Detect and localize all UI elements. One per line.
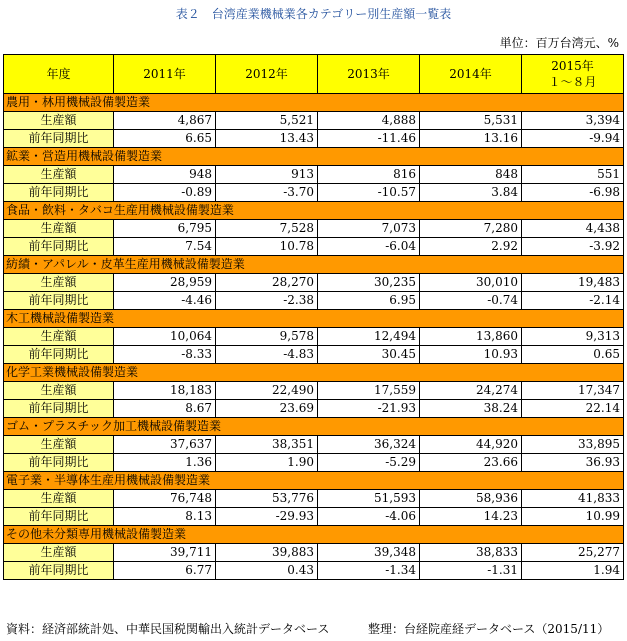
production-row <box>4 436 624 454</box>
row-label: 生産額 <box>4 436 114 454</box>
header-row <box>4 55 624 94</box>
yoy-value: -4.06 <box>318 508 420 526</box>
yoy-value: -9.94 <box>522 130 624 148</box>
category-row <box>4 364 624 382</box>
yoy-value: -6.98 <box>522 184 624 202</box>
category-name: 電子業・半導体生産用機械設備製造業 <box>4 472 624 490</box>
production-value: 3,394 <box>522 112 624 130</box>
category-name: 紡績・アパレル・皮革生産用機械設備製造業 <box>4 256 624 274</box>
yoy-value: 22.14 <box>522 400 624 418</box>
yoy-value: -3.70 <box>216 184 318 202</box>
yoy-value: 1.36 <box>114 454 216 472</box>
production-value: 51,593 <box>318 490 420 508</box>
yoy-row <box>4 292 624 310</box>
source-note: 資料：経済部統計処、中華民国税関輸出入統計データベース <box>6 622 330 636</box>
yoy-row <box>4 130 624 148</box>
yoy-row <box>4 184 624 202</box>
production-value: 4,888 <box>318 112 420 130</box>
production-value: 30,235 <box>318 274 420 292</box>
yoy-value: 14.23 <box>420 508 522 526</box>
production-value: 948 <box>114 166 216 184</box>
yoy-value: -0.74 <box>420 292 522 310</box>
production-value: 5,521 <box>216 112 318 130</box>
yoy-value: 23.66 <box>420 454 522 472</box>
production-value: 44,920 <box>420 436 522 454</box>
category-row <box>4 526 624 544</box>
yoy-value: -4.83 <box>216 346 318 364</box>
yoy-value: 8.67 <box>114 400 216 418</box>
production-value: 816 <box>318 166 420 184</box>
production-value: 9,578 <box>216 328 318 346</box>
production-row <box>4 490 624 508</box>
category-row <box>4 148 624 166</box>
production-value: 37,637 <box>114 436 216 454</box>
yoy-value: -10.57 <box>318 184 420 202</box>
yoy-value: 10.99 <box>522 508 624 526</box>
production-value: 6,795 <box>114 220 216 238</box>
production-value: 39,348 <box>318 544 420 562</box>
production-value: 36,324 <box>318 436 420 454</box>
header-2012: 2012年 <box>216 55 318 94</box>
production-value: 41,833 <box>522 490 624 508</box>
yoy-value: 8.13 <box>114 508 216 526</box>
yoy-value: -21.93 <box>318 400 420 418</box>
row-label: 前年同期比 <box>4 508 114 526</box>
yoy-value: 6.95 <box>318 292 420 310</box>
production-row <box>4 544 624 562</box>
production-value: 39,883 <box>216 544 318 562</box>
yoy-value: 1.94 <box>522 562 624 580</box>
yoy-value: -6.04 <box>318 238 420 256</box>
production-value: 7,528 <box>216 220 318 238</box>
production-row <box>4 274 624 292</box>
production-value: 7,073 <box>318 220 420 238</box>
row-label: 前年同期比 <box>4 400 114 418</box>
category-name: ゴム・プラスチック加工機械設備製造業 <box>4 418 624 436</box>
production-value: 18,183 <box>114 382 216 400</box>
row-label: 前年同期比 <box>4 346 114 364</box>
row-label: 前年同期比 <box>4 454 114 472</box>
row-label: 前年同期比 <box>4 238 114 256</box>
category-name: 鉱業・営造用機械設備製造業 <box>4 148 624 166</box>
yoy-value: -8.33 <box>114 346 216 364</box>
category-row <box>4 202 624 220</box>
production-value: 13,860 <box>420 328 522 346</box>
yoy-row <box>4 400 624 418</box>
category-row <box>4 418 624 436</box>
row-label: 生産額 <box>4 274 114 292</box>
yoy-value: 6.77 <box>114 562 216 580</box>
production-value: 10,064 <box>114 328 216 346</box>
header-2015-year: 2015年 <box>551 59 594 73</box>
row-label: 前年同期比 <box>4 130 114 148</box>
yoy-value: -2.38 <box>216 292 318 310</box>
header-2015 <box>522 55 624 94</box>
production-value: 12,494 <box>318 328 420 346</box>
production-value: 39,711 <box>114 544 216 562</box>
yoy-value: -1.34 <box>318 562 420 580</box>
header-2014: 2014年 <box>420 55 522 94</box>
yoy-value: -2.14 <box>522 292 624 310</box>
row-label: 生産額 <box>4 328 114 346</box>
yoy-value: 6.65 <box>114 130 216 148</box>
yoy-value: -5.29 <box>318 454 420 472</box>
production-value: 28,959 <box>114 274 216 292</box>
production-value: 9,313 <box>522 328 624 346</box>
unit-note: 単位：百万台湾元、% <box>499 36 619 50</box>
row-label: 前年同期比 <box>4 184 114 202</box>
category-row <box>4 94 624 112</box>
header-2015-period: １～８月 <box>548 75 597 89</box>
category-row <box>4 472 624 490</box>
yoy-value: 7.54 <box>114 238 216 256</box>
production-value: 5,531 <box>420 112 522 130</box>
production-value: 53,776 <box>216 490 318 508</box>
yoy-value: 0.65 <box>522 346 624 364</box>
yoy-value: 2.92 <box>420 238 522 256</box>
category-name: 食品・飲料・タバコ生産用機械設備製造業 <box>4 202 624 220</box>
table-title: 表２ 台湾産業機械業各カテゴリー別生産額一覧表 <box>175 7 452 21</box>
yoy-value: 0.43 <box>216 562 318 580</box>
production-value: 7,280 <box>420 220 522 238</box>
yoy-value: -1.31 <box>420 562 522 580</box>
production-value: 58,936 <box>420 490 522 508</box>
yoy-value: 23.69 <box>216 400 318 418</box>
header-2013: 2013年 <box>318 55 420 94</box>
production-value: 24,274 <box>420 382 522 400</box>
yoy-value: 38.24 <box>420 400 522 418</box>
category-row <box>4 256 624 274</box>
production-row <box>4 220 624 238</box>
production-value: 25,277 <box>522 544 624 562</box>
production-value: 30,010 <box>420 274 522 292</box>
yoy-value: 10.78 <box>216 238 318 256</box>
yoy-row <box>4 346 624 364</box>
yoy-value: -4.46 <box>114 292 216 310</box>
row-label: 生産額 <box>4 220 114 238</box>
production-value: 33,895 <box>522 436 624 454</box>
category-row <box>4 310 624 328</box>
row-label: 前年同期比 <box>4 292 114 310</box>
compiled-note: 整理：台経院産経データベース（2015/11） <box>368 622 610 636</box>
yoy-row <box>4 454 624 472</box>
yoy-value: 1.90 <box>216 454 318 472</box>
category-name: 農用・林用機械設備製造業 <box>4 94 624 112</box>
yoy-value: 3.84 <box>420 184 522 202</box>
production-row <box>4 166 624 184</box>
production-row <box>4 328 624 346</box>
yoy-value: -29.93 <box>216 508 318 526</box>
header-2011: 2011年 <box>114 55 216 94</box>
yoy-value: 36.93 <box>522 454 624 472</box>
row-label: 生産額 <box>4 544 114 562</box>
yoy-row <box>4 508 624 526</box>
row-label: 生産額 <box>4 490 114 508</box>
yoy-value: 13.16 <box>420 130 522 148</box>
production-value: 28,270 <box>216 274 318 292</box>
production-value: 4,867 <box>114 112 216 130</box>
category-name: その他未分類専用機械設備製造業 <box>4 526 624 544</box>
category-name: 木工機械設備製造業 <box>4 310 624 328</box>
yoy-value: 10.93 <box>420 346 522 364</box>
production-value: 848 <box>420 166 522 184</box>
yoy-value: 13.43 <box>216 130 318 148</box>
production-value: 17,559 <box>318 382 420 400</box>
header-year-label: 年度 <box>4 55 114 94</box>
yoy-value: -3.92 <box>522 238 624 256</box>
yoy-row <box>4 562 624 580</box>
production-value: 17,347 <box>522 382 624 400</box>
production-value: 22,490 <box>216 382 318 400</box>
production-value: 38,833 <box>420 544 522 562</box>
production-value: 38,351 <box>216 436 318 454</box>
row-label: 前年同期比 <box>4 562 114 580</box>
production-value: 913 <box>216 166 318 184</box>
production-value: 551 <box>522 166 624 184</box>
production-value: 76,748 <box>114 490 216 508</box>
production-value: 19,483 <box>522 274 624 292</box>
yoy-value: 30.45 <box>318 346 420 364</box>
category-name: 化学工業機械設備製造業 <box>4 364 624 382</box>
yoy-row <box>4 238 624 256</box>
row-label: 生産額 <box>4 112 114 130</box>
production-row <box>4 112 624 130</box>
row-label: 生産額 <box>4 166 114 184</box>
production-row <box>4 382 624 400</box>
row-label: 生産額 <box>4 382 114 400</box>
production-value: 4,438 <box>522 220 624 238</box>
yoy-value: -11.46 <box>318 130 420 148</box>
yoy-value: -0.89 <box>114 184 216 202</box>
production-table <box>3 54 624 580</box>
